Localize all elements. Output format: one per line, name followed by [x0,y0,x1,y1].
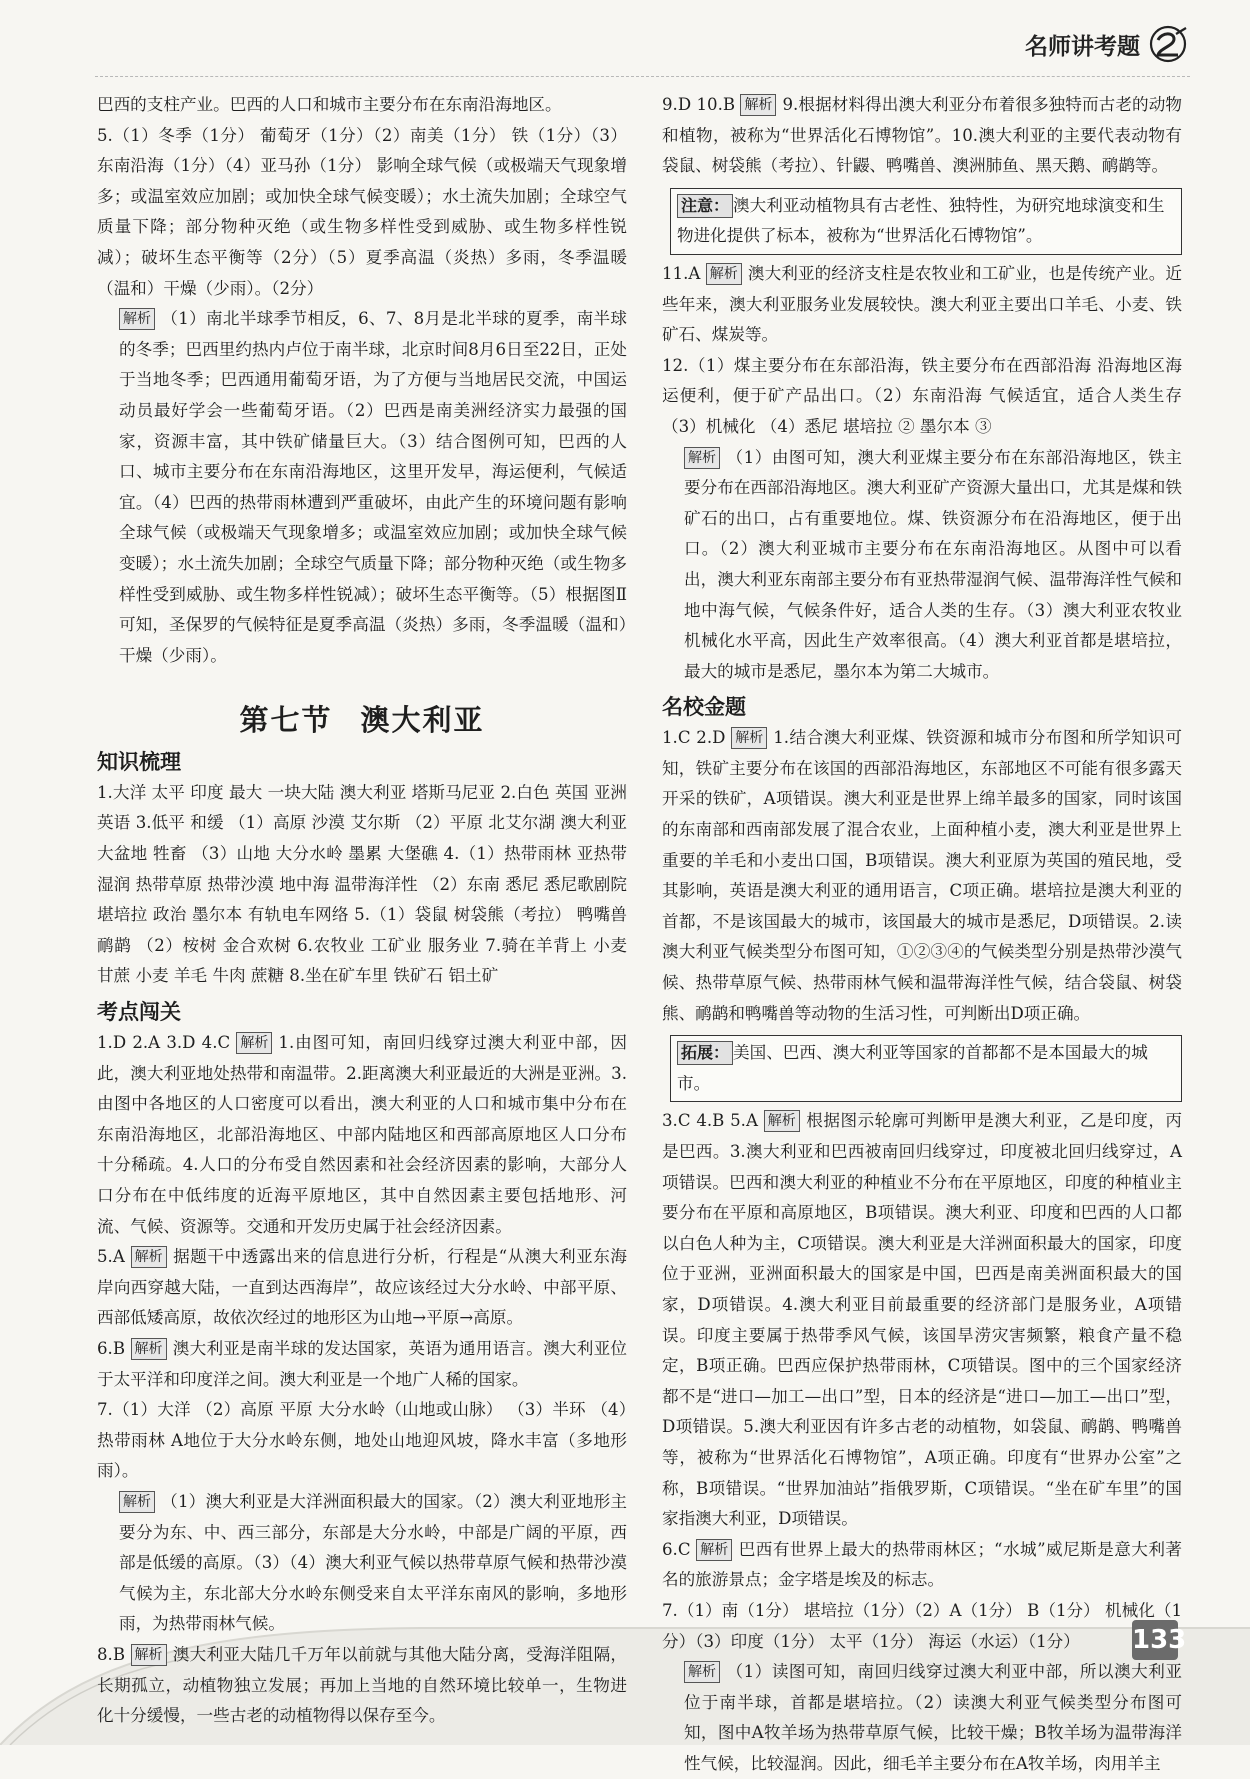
k7-explain [97,1487,627,1640]
r11-text: 澳大利亚的经济支柱是农牧业和工矿业，也是传统产业。近些年来，澳大利亚服务业发展较快。澳大利亚主要出口羊毛、小麦、铁矿石、煤炭等。 [662,263,1183,345]
brand [1025,24,1190,64]
m1-text: 1.结合澳大利亚煤、铁资源和城市分布图和所学知识可知，铁矿主要分布在该国的西部沿海地区，东部地区不可能有很多露天开采的铁矿，A项错误。澳大利亚是世界上绵羊最多的国家，同时该国的东南部和西南部发展了混合农业，上面种植小麦，澳大利亚是世界上重要的羊毛和小麦出口国，B项错误。澳大利亚原为英国的殖民地，受其影响，英语是澳大利亚的通用语言，C项正确。堪培拉是澳大利亚的首都，不是该国最大的城市，该国最大的城市是悉尼，D项错误。2.读澳大利亚气候类型分布图可知，①②③④的气候类型分别是热带沙漠气候、热带草原气候、热带雨林气候和温带海洋性气候，结合袋鼠、树袋熊、鸸鹋和鸭嘴兽等动物的生活习性，可判断出D项正确。 [662,728,1182,1023]
explain-label: 解析 [696,1539,732,1561]
m3-answers: 3.C 4.B 5.A [662,1111,758,1131]
k7-text: （1）澳大利亚是大洋洲面积最大的国家。（2）澳大利亚地形主要分为东、中、西三部分，东部是大分水岭，中部是广阔的平原，西部是低缓的高原。（3）（4）澳大利亚气候以热带草原气候和热带沙漠气候为主，东北部大分水岭东侧受来自太平洋东南风的影响，多地形雨，为热带雨林气候。 [119,1491,627,1634]
section-number: 第七节 [239,703,333,738]
explain-label: 解析 [684,447,720,469]
k6-answers: 6.B [97,1338,126,1358]
section-title [97,705,627,736]
page-header [95,18,1190,77]
k5-text: 据题干中透露出来的信息进行分析，行程是“从澳大利亚东海岸向西穿越大陆，一直到达西海岸”，故应该经过大分水岭、中部平原、西部低矮高原，故依次经过的地形区为山地→平原→高原。 [97,1247,627,1328]
left-intro: 巴西的支柱产业。巴西的人口和城市主要分布在东南沿海地区。 [97,95,562,114]
k7-answer: 7.（1）大洋 （2）高原 平原 大分水岭（山地或山脉） （3）半环 （4）热带雨林 A地位于大分水岭东侧，地处山地迎风坡，降水丰富（多地形雨）。 [97,1400,627,1481]
m6-text: 巴西有世界上最大的热带雨林区；“水城”威尼斯是意大利著名的旅游景点；金字塔是埃及的标志。 [662,1539,1182,1590]
m7-text: （1）读图可知，南回归线穿过澳大利亚中部，所以澳大利亚位于南半球，首都是堪培拉。（2）读澳大利亚气候类型分布图可知，图中A牧羊场为热带草原气候，比较干燥；B牧羊场为温带海洋性气候，比较湿润。因此，细毛羊主要分布在A牧羊场，肉用羊主 [684,1662,1182,1773]
m3-text: 根据图示轮廓可判断甲是澳大利亚，乙是印度，丙是巴西。3.澳大利亚和巴西被南回归线穿过，印度被北回归线穿过，A项错误。巴西和澳大利亚的种植业不分布在平原地区，印度的种植业主要分布在平原和高原地区，B项错误。澳大利亚、印度和巴西的人口都以白色人种为主，C项错误。澳大利亚是大洋洲面积最大的国家，印度位于亚洲，亚洲面积最大的国家是中国，巴西是南美洲面积最大的国家，D项错误。4.澳大利亚目前最重要的经济部门是服务业，A项错误。印度主要属于热带季风气候，该国旱涝灾害频繁，粮食产量不稳定，B项正确。巴西应保护热带雨林，C项错误。图中的三个国家经济都不是“进口—加工—出口”型，日本的经济是“进口—加工—出口”型，D项错误。5.澳大利亚因有许多古老的动植物，如袋鼠、鸸鹋、鸭嘴兽等，被称为“世界活化石博物馆”，A项正确。印度有“世界办公室”之称，B项错误。“世界加油站”指俄罗斯，C项错误。“坐在矿车里”的国家指澳大利亚，D项错误。 [662,1111,1183,1529]
q5-answer: 5.（1）冬季（1分） 葡萄牙（1分）（2）南美（1分） 铁（1分）（3）东南沿海（1分）（4）亚马孙（1分） 影响全球气候（或极端天气现象增多；或温室效应加剧；或加快全球气候变暖）；水土流失加剧；全球空气质量下降；部分物种灭绝（或生物多样性受到威胁、或生物多样性锐减）；破坏生态平衡等（2分）（5）夏季高温（炎热）多雨，冬季温暖（温和）干燥（少雨）。（2分） [97,125,627,298]
explain-label: 解析 [131,1644,167,1666]
r9-item [662,90,1182,182]
q5-explain [97,304,627,671]
note-text: 澳大利亚动植物具有古老性、独特性，为研究地球演变和生物进化提供了标本，被称为“世界活化石博物馆”。 [677,195,1165,246]
k1-answers: 1.D 2.A 3.D 4.C [97,1033,231,1053]
page-number: 133 [1132,1620,1178,1660]
k8-item [97,1640,627,1732]
brand-title: 名师讲考题 [1025,33,1140,60]
explain-label: 解析 [731,727,767,749]
section-name: 澳大利亚 [360,703,485,738]
m6-answers: 6.C [662,1539,691,1559]
m1-item [662,723,1182,1029]
k5-item [97,1242,627,1334]
explain-label: 解析 [740,94,776,116]
note-text: 美国、巴西、澳大利亚等国家的首都都不是本国最大的城市。 [677,1043,1148,1093]
subsection-title-kaodian: 考点闯关 [97,1000,181,1025]
r11-item [662,259,1182,351]
right-column [662,90,1182,1779]
r12-explain [662,443,1182,688]
explain-label: 解析 [764,1110,800,1132]
r9-text: 9.根据材料得出澳大利亚分布着很多独特而古老的动物和植物，被称为“世界活化石博物馆”。10.澳大利亚的主要代表动物有袋鼠、树袋熊（考拉）、针鼹、鸭嘴兽、澳洲肺鱼、黑天鹅、鸸鹋等。 [662,95,1182,176]
note-label: 注意： [677,194,733,218]
q5-explain-text: （1）南北半球季节相反，6、7、8月是北半球的夏季，南半球的冬季；巴西里约热内卢位于南半球，北京时间8月6日至22日，正处于当地冬季；巴西通用葡萄牙语，为了方便与当地居民交流，中国运动员最好学会一些葡萄牙语。（2）巴西是南美洲经济实力最强的国家，资源丰富，其中铁矿储量巨大。（3）结合图例可知，巴西的人口、城市主要分布在东南沿海地区，这里开发早，海运便利，气候适宜。（4）巴西的热带雨林遭到严重破坏，由此产生的环境问题有影响全球气候（或极端天气现象增多；或温室效应加剧；或加快全球气候变暖）；水土流失加剧；全球空气质量下降；部分物种灭绝（或生物多样性受到威胁、或生物多样性锐减）；破坏生态平衡等。（5）根据图Ⅱ可知，圣保罗的气候特征是夏季高温（炎热）多雨，冬季温暖（温和）干燥（少雨）。 [119,309,627,665]
note-label: 拓展： [677,1041,733,1065]
zhishi-content: 1.大洋 太平 印度 最大 一块大陆 澳大利亚 塔斯马尼亚 2.白色 英国 亚洲 英语 3.低平 和缓 （1）高原 沙漠 艾尔斯 （2）平原 北艾尔湖 澳大利亚大盆地 牲畜 （3）山地 大分水岭 墨累 大堡礁 4.（1）热带雨林 亚热带湿润 热带草原 热带沙漠 地中海 温带海洋性 （2）东南 悉尼 悉尼歌剧院 堪培拉 政治 墨尔本 有轨电车网络 5.（1）袋鼠 树袋熊（考拉） 鸭嘴兽 鸸鹋 （2）桉树 金合欢树 6.农牧业 工矿业 服务业 7.骑在羊背上 小麦 甘蔗 小麦 羊毛 牛肉 蔗糖 8.坐在矿车里 铁矿石 铝土矿 [97,782,627,986]
k1-item [97,1028,627,1242]
r12-text: （1）由图可知，澳大利亚煤主要分布在东部沿海地区，铁主要分布在西部沿海地区。澳大利亚矿产资源大量出口，尤其是煤和铁矿石的出口，占有重要地位。煤、铁资源分布在沿海地区，便于出口。（2）澳大利亚城市主要分布在东南沿海地区。从图中可以看出，澳大利亚东南部主要分布有亚热带湿润气候、温带海洋性气候和地中海气候，气候条件好，适合人类的生存。（3）澳大利亚农牧业机械化水平高，因此生产效率很高。（4）澳大利亚首都是堪培拉，最大的城市是悉尼，墨尔本为第二大城市。 [684,447,1182,681]
note-box-tuozhan [670,1035,1182,1102]
explain-label: 解析 [119,308,155,330]
k8-answers: 8.B [97,1644,126,1664]
m7-explain [662,1657,1182,1779]
explain-label: 解析 [706,263,742,285]
explain-label: 解析 [131,1338,167,1360]
k1-text: 1.由图可知，南回归线穿过澳大利亚中部，因此，澳大利亚地处热带和南温带。2.距离澳大利亚最近的大洲是亚洲。3.由图中各地区的人口密度可以看出，澳大利亚的人口和城市集中分布在东南沿海地区，北部沿海地区、中部内陆地区和西部高原地区人口分布十分稀疏。4.人口的分布受自然因素和社会经济因素的影响，大部分人口分布在中低纬度的近海平原地区，其中自然因素主要包括地形、河流、气候、资源等。交通和开发历史属于社会经济因素。 [97,1033,627,1236]
m7-answer: 7.（1）南（1分） 堪培拉（1分）（2）A（1分） B（1分） 机械化（1分）（3）印度（1分） 太平（1分） 海运（水运）（1分） [662,1600,1182,1651]
m3-item [662,1106,1182,1534]
m1-answers: 1.C 2.D [662,728,726,748]
subsection-title-mingxiao: 名校金题 [662,695,746,720]
r9-answers: 9.D 10.B [662,95,736,114]
r12-answer: 12.（1）煤主要分布在东部沿海，铁主要分布在西部沿海 沿海地区海运便利，便于矿产品出口。（2）东南沿海 气候适宜，适合人类生存 （3）机械化 （4）悉尼 堪培拉 ② 墨尔本 ③ [662,355,1182,436]
m6-item [662,1535,1182,1596]
left-column [97,90,627,1732]
explain-label: 解析 [236,1032,272,1054]
k6-item [97,1334,627,1395]
k8-text: 澳大利亚大陆几千万年以前就与其他大陆分离，受海洋阻隔，长期孤立，动植物独立发展；再加上当地的自然环境比较单一，生物进化十分缓慢，一些古老的动植物得以保存至今。 [97,1644,627,1726]
brand-logo-icon [1146,24,1190,64]
explain-label: 解析 [131,1246,167,1268]
k5-answers: 5.A [97,1247,125,1267]
note-box-zhuyi [670,188,1182,255]
r11-answers: 11.A [662,263,701,283]
explain-label: 解析 [119,1491,155,1513]
k6-text: 澳大利亚是南半球的发达国家，英语为通用语言。澳大利亚位于太平洋和印度洋之间。澳大利亚是一个地广人稀的国家。 [97,1338,627,1389]
explain-label: 解析 [684,1661,720,1683]
subsection-title-zhishi: 知识梳理 [97,749,181,774]
